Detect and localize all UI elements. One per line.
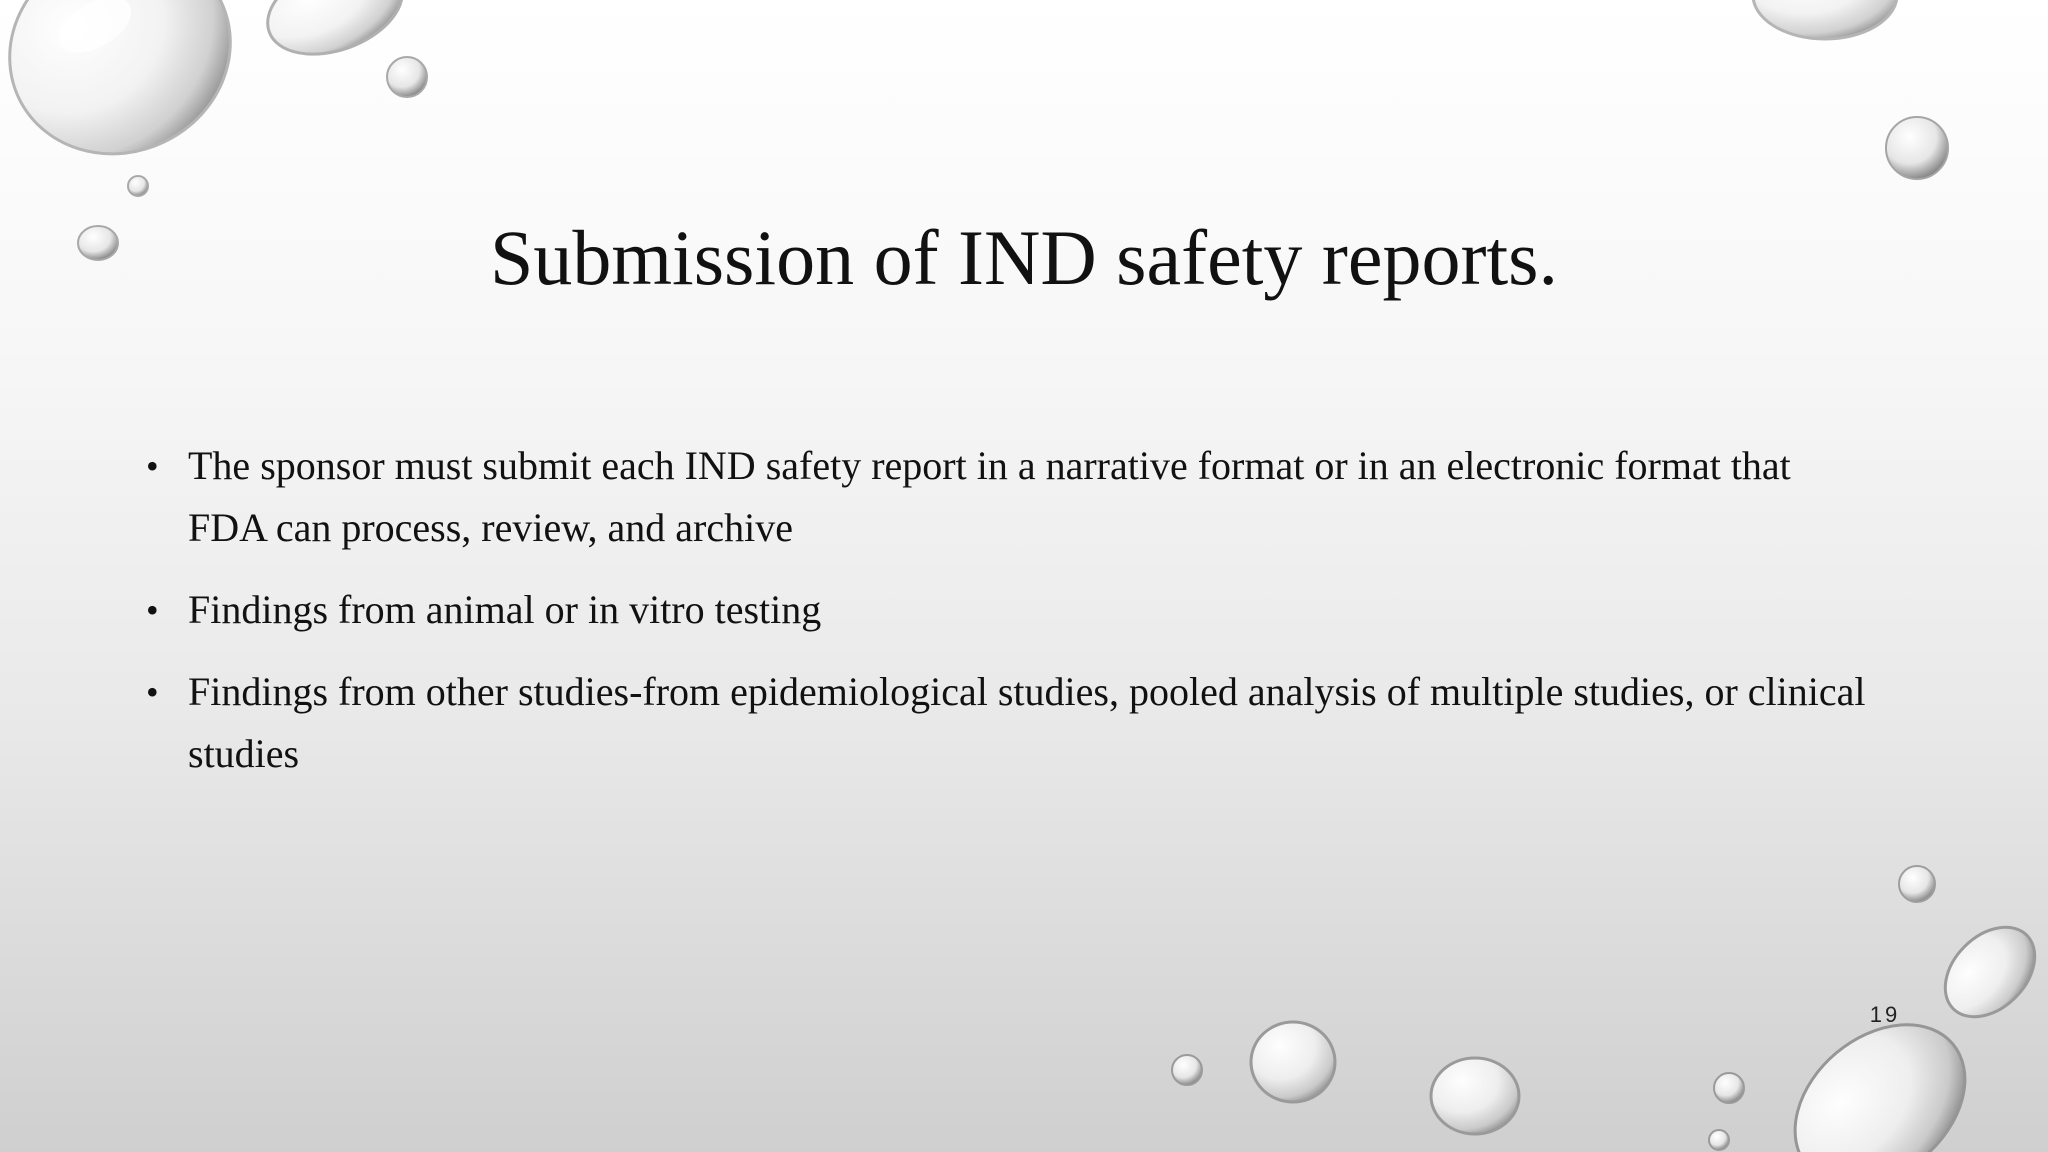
droplet-bottom-center-1 <box>1431 1058 1519 1134</box>
bullet-list <box>143 435 1873 805</box>
bullet-text: Findings from other studies-from epidemiological studies, pooled analysis of multiple studies, or clinical studies <box>188 669 1866 776</box>
droplet-bottom-right-1 <box>1899 866 1935 902</box>
page-number: 19 <box>1869 1002 1901 1027</box>
bullet-marker: • <box>146 446 159 486</box>
droplet-bottom-right-4 <box>1709 1130 1729 1150</box>
droplet-bottom-center-3 <box>1172 1055 1202 1085</box>
droplet-bottom-center-2 <box>1251 1022 1335 1102</box>
droplet-top-left-large <box>0 0 265 190</box>
droplet-top-left-medium <box>255 0 415 71</box>
droplet-top-right-large <box>1753 0 1897 39</box>
slide-title: Submission of IND safety reports. <box>489 214 1559 301</box>
bullet-text: Findings from animal or in vitro testing <box>188 587 822 632</box>
droplet-small-1 <box>387 57 427 97</box>
bullet-marker: • <box>146 590 159 630</box>
droplet-small-2 <box>128 176 148 196</box>
bullet-item <box>143 579 1873 641</box>
droplet-top-right-medium <box>1886 117 1948 179</box>
droplet-bottom-right-2 <box>1928 910 2048 1034</box>
bullet-text: The sponsor must submit each IND safety report in a narrative format or in an electronic format that FDA can process, review, and archive <box>188 443 1791 550</box>
bullet-marker: • <box>146 672 159 712</box>
bullet-item <box>143 661 1873 785</box>
bullet-item <box>143 435 1873 559</box>
droplet-bottom-right-3 <box>1714 1073 1744 1103</box>
